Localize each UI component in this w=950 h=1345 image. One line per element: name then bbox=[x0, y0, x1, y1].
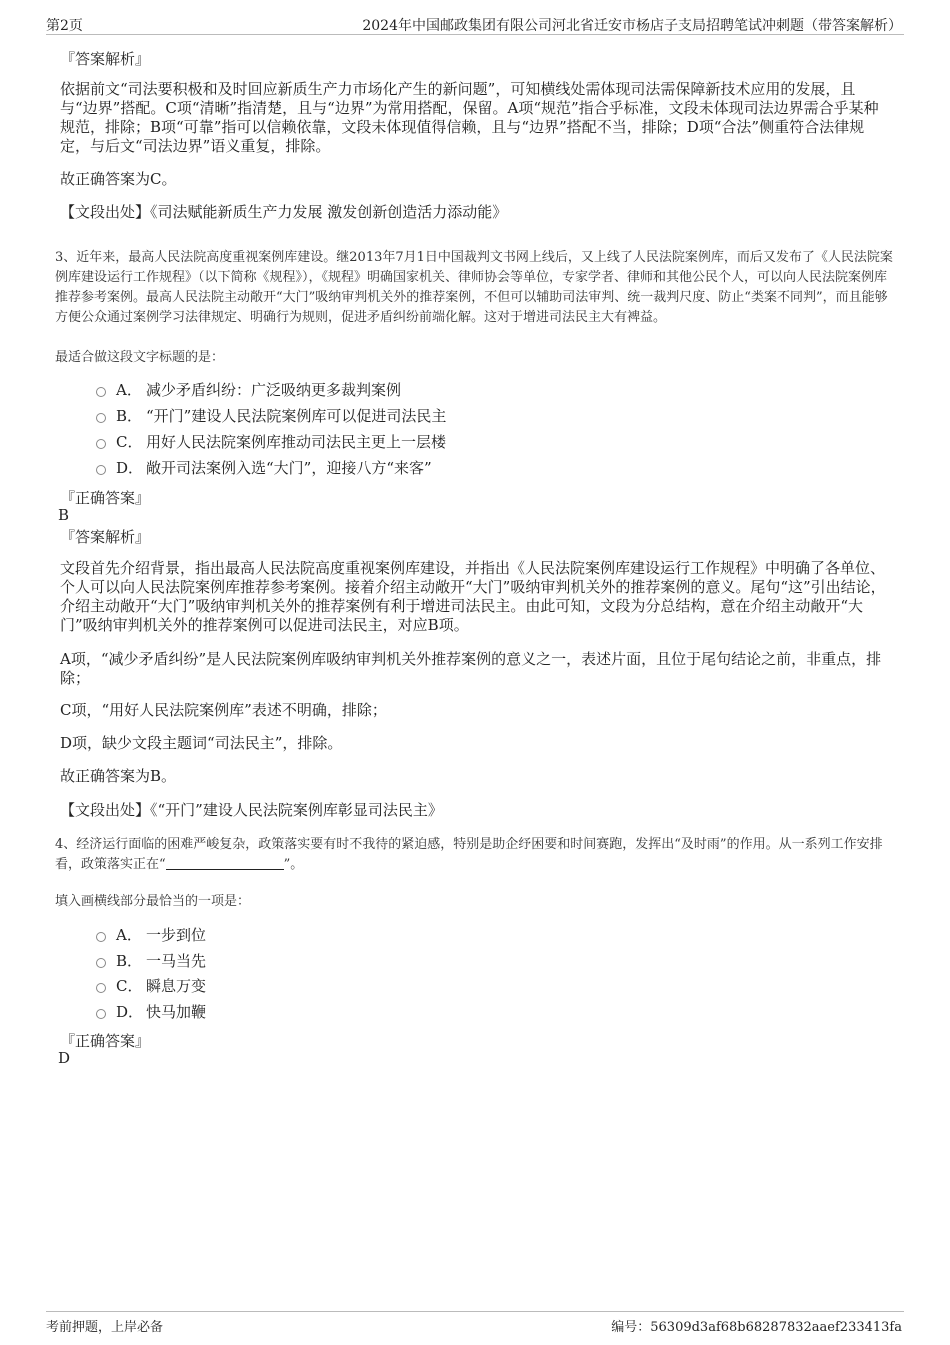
radio-icon[interactable] bbox=[96, 439, 106, 449]
q3-option-c[interactable]: C． 用好人民法院案例库推动司法民主更上一层楼 bbox=[96, 432, 446, 452]
radio-icon[interactable] bbox=[96, 413, 106, 423]
q4-text: 4、经济运行面临的困难严峻复杂，政策落实要有时不我待的紧迫感，特别是助企纾困要和时间赛跑，发挥出“及时雨”的作用。从一系列工作安排看，政策落实正在“ ”。 bbox=[55, 837, 883, 872]
q3-option-b[interactable]: B． “开门”建设人民法院案例库可以促进司法民主 bbox=[96, 406, 446, 426]
q3-conclusion: 故正确答案为B。 bbox=[60, 767, 177, 785]
q3-option-a[interactable]: A． 减少矛盾纠纷：广泛吸纳更多裁判案例 bbox=[96, 380, 401, 400]
page-number: 第2页 bbox=[46, 18, 83, 34]
radio-icon[interactable] bbox=[96, 387, 106, 397]
q2-analysis-label: 『答案解析』 bbox=[60, 50, 151, 68]
q3-prompt: 最适合做这段文字标题的是： bbox=[55, 350, 225, 365]
q3-answer: B bbox=[58, 506, 70, 524]
q3-analysis-text: 文段首先介绍背景，指出最高人民法院高度重视案例库建设，并指出《人民法院案例库建设运行工作规程》中明确了各单位、个人可以向人民法院案例库推荐参考案例。接着介绍主动敞开“大门”吸纳审判机关外的推荐案例的意义。尾句“这”引出结论，介绍主动敞开“大门”吸纳审判机关外的推荐案例有利于增进司法民主。由此可知，文段为分总结构，意在介绍主动敞开“大门”吸纳审判机关外的推荐案例可以促进司法民主，对应B项。 bbox=[60, 559, 886, 634]
footer-serial: 编号：56309d3af68b68287832aaef233413fa bbox=[611, 1320, 902, 1335]
q3-answer-label: 『正确答案』 bbox=[60, 489, 151, 507]
q2-source: 【文段出处】《司法赋能新质生产力发展 激发创新创造活力添动能》 bbox=[60, 203, 508, 221]
radio-icon[interactable] bbox=[96, 983, 106, 993]
q4-option-d[interactable]: D． 快马加鞭 bbox=[96, 1002, 206, 1022]
q3-text: 3、近年来，最高人民法院高度重视案例库建设。继2013年7月1日中国裁判文书网上线后，又上线了人民法院案例库，而后又发布了《人民法院案例库建设运行工作规程》（以下简称《规程》），《规程》明确国家机关、律师协会等单位，专家学者、律师和其他公民个人，可以向人民法院案例库推荐参考案例。最高人民法院主动敞开“大门”吸纳审判机关外的推荐案例，不但可以辅助司法审判、统一裁判尺度、防止“类案不同判”，而且能够方便公众通过案例学习法律规定、明确行为规则，促进矛盾纠纷前端化解。这对于增进司法民主大有裨益。 bbox=[55, 250, 893, 325]
q4-answer-label: 『正确答案』 bbox=[60, 1032, 151, 1050]
radio-icon[interactable] bbox=[96, 932, 106, 942]
q3-analysis-label: 『答案解析』 bbox=[60, 528, 151, 546]
q3-analysis-c: C项，“用好人民法院案例库”表述不明确，排除； bbox=[60, 701, 387, 719]
q3-source: 【文段出处】《“开门”建设人民法院案例库彰显司法民主》 bbox=[60, 801, 443, 819]
q4-option-b[interactable]: B． 一马当先 bbox=[96, 951, 206, 971]
q4-option-a[interactable]: A． 一步到位 bbox=[96, 925, 206, 945]
q2-analysis-text: 依据前文“司法要积极和及时回应新质生产力市场化产生的新问题”，可知横线处需体现司法需保障新技术应用的发展，且与“边界”搭配。C项“清晰”指清楚，且与“边界”为常用搭配，保留。A项“规范”指合乎标准，文段未体现司法边界需合乎某种规范，排除；B项“可靠”指可以信赖依靠，文段未体现值得信赖，且与“边界”搭配不当，排除；D项“合法”侧重符合法律规定，与后文“司法边界”语义重复，排除。 bbox=[60, 80, 879, 155]
radio-icon[interactable] bbox=[96, 1009, 106, 1019]
q3-option-d[interactable]: D． 敞开司法案例入选“大门”，迎接八方“来客” bbox=[96, 458, 432, 478]
q3-analysis-d: D项，缺少文段主题词“司法民主”，排除。 bbox=[60, 734, 343, 752]
radio-icon[interactable] bbox=[96, 465, 106, 475]
q4-prompt: 填入画横线部分最恰当的一项是： bbox=[55, 894, 251, 909]
q2-conclusion: 故正确答案为C。 bbox=[60, 170, 177, 188]
q4-answer: D bbox=[58, 1049, 71, 1067]
radio-icon[interactable] bbox=[96, 958, 106, 968]
footer-slogan: 考前押题，上岸必备 bbox=[46, 1320, 164, 1335]
q4-option-c[interactable]: C． 瞬息万变 bbox=[96, 976, 206, 996]
document-title: 2024年中国邮政集团有限公司河北省迁安市杨店子支局招聘笔试冲刺题（带答案解析） bbox=[362, 18, 902, 34]
q3-analysis-a: A项，“减少矛盾纠纷”是人民法院案例库吸纳审判机关外推荐案例的意义之一，表述片面，且位于尾句结论之前，非重点，排除； bbox=[60, 650, 882, 687]
fill-blank bbox=[166, 857, 284, 870]
page-header bbox=[46, 14, 904, 35]
page-footer bbox=[46, 1311, 904, 1335]
